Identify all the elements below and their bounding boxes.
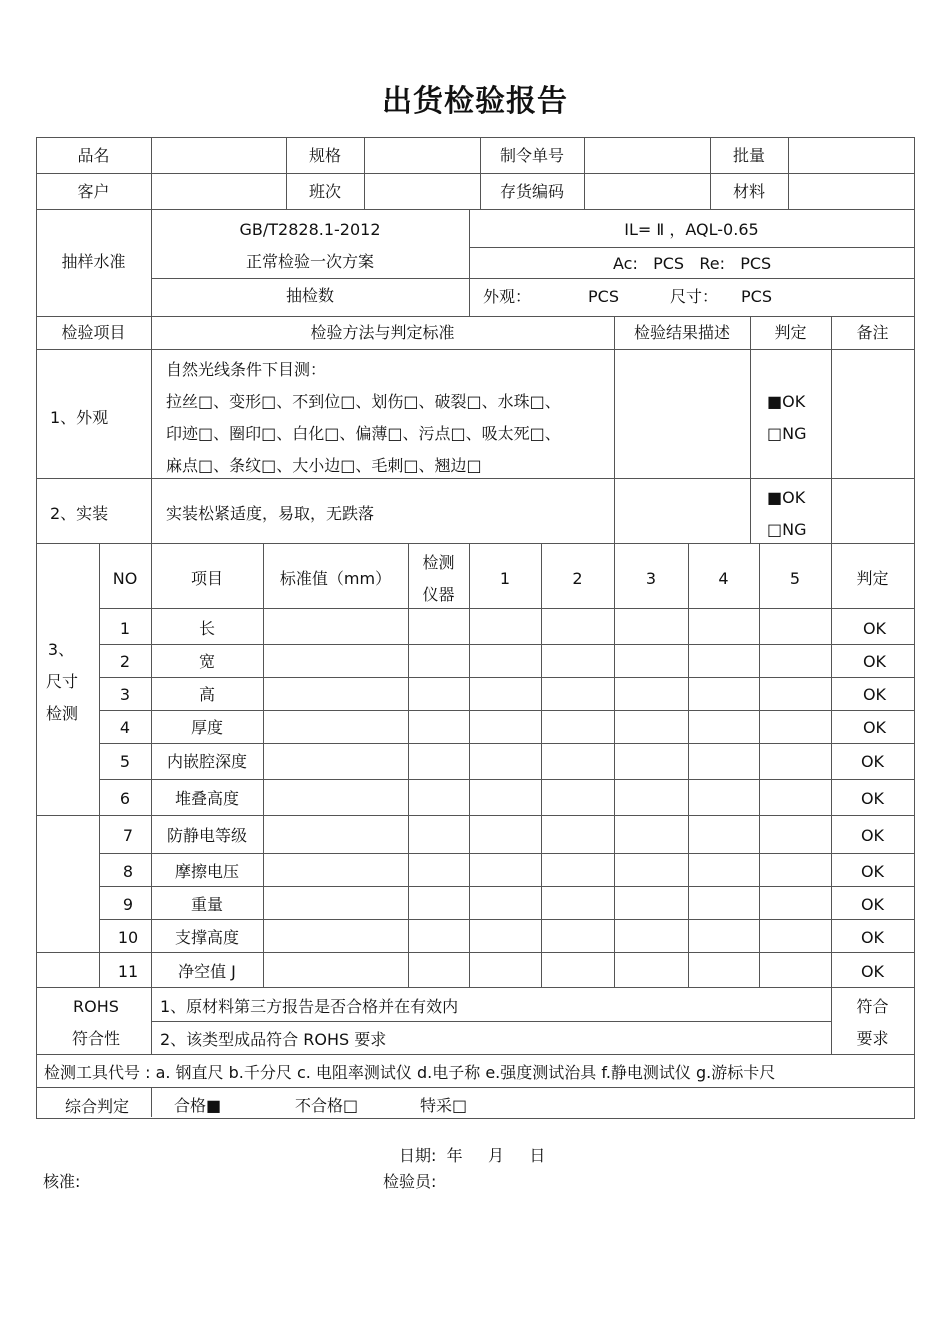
assembly-text: 实装松紧适度，易取，无跌落 [166,504,375,523]
row-8-item: 摩擦电压 [174,862,239,881]
col-instrument-header-1: 检测 [422,553,455,572]
batch-qty-label: 批量 [732,146,765,165]
date-field: 日期: 年 月 日 [399,1146,546,1165]
sample-count-label: 抽检数 [285,286,334,305]
row-2-no: 2 [119,652,131,671]
customer-label: 客户 [77,182,110,201]
row-1-result: OK [862,619,887,638]
row-11-no: 11 [117,962,139,981]
row-4-item: 厚度 [190,718,223,737]
rohs-item-1: 1、原材料第三方报告是否合格并在有效内 [160,997,459,1016]
row-1-item: 长 [198,619,215,638]
material-label: 材料 [732,182,765,201]
appearance-line-4: 麻点□、条纹□、大小边□、毛刺□、翘边□ [166,456,482,475]
rohs-item-2: 2、该类型成品符合 ROHS 要求 [160,1030,387,1049]
sampling-standard: GB/T2828.1-2012 [239,220,381,239]
assembly-ng-checkbox[interactable]: □NG [767,520,807,539]
order-no-label: 制令单号 [499,146,564,165]
appearance-ok-checkbox[interactable]: ■OK [767,392,806,411]
row-2-item: 宽 [198,652,215,671]
col-item-header: 项目 [190,569,223,588]
inspector-field: 检验员: [383,1172,437,1191]
inspection-method-header: 检验方法与判定标准 [310,323,455,342]
appearance-ng-checkbox[interactable]: □NG [767,424,807,443]
stock-code-label: 存货编码 [499,182,564,201]
col-instrument-header-2: 仪器 [422,585,455,604]
rohs-result-line-2: 要求 [856,1029,889,1048]
row-7-no: 7 [122,826,134,845]
tool-codes: 检测工具代号 : a. 钢直尺 b.千分尺 c. 电阻率测试仪 d.电子称 e.强度测试治具 f.静电测试仪 g.游标卡尺 [44,1063,776,1082]
spec-label: 规格 [308,146,341,165]
appearance-count-unit: PCS [588,287,619,306]
report-title: 出货检验报告 [382,84,568,119]
overall-special-checkbox[interactable]: 特采□ [420,1096,468,1115]
col-sample-2-header: 2 [572,569,583,588]
row-9-result: OK [860,895,885,914]
dimension-label-line-3: 检测 [45,704,78,723]
overall-fail-checkbox[interactable]: 不合格□ [295,1096,359,1115]
approver-field: 核准: [43,1172,81,1191]
row-5-item: 内嵌腔深度 [166,752,247,771]
appearance-label: 1、外观 [50,408,109,427]
row-3-item: 高 [198,685,215,704]
rohs-result-line-1: 符合 [856,997,889,1016]
row-4-result: OK [862,718,887,737]
col-sample-5-header: 5 [789,569,801,588]
row-8-no: 8 [122,862,134,881]
inspection-item-header: 检验项目 [61,323,126,342]
il-aql: IL= Ⅱ ，AQL-0.65 [624,220,759,239]
appearance-count-label: 外观： [483,287,532,306]
product-name-label: 品名 [77,146,110,165]
inspection-remark-header: 备注 [856,323,889,342]
row-1-no: 1 [119,619,131,638]
inspection-judgment-header: 判定 [774,323,807,342]
col-standard-header: 标准值（mm） [279,569,392,588]
row-6-result: OK [860,789,885,808]
row-6-item: 堆叠高度 [174,789,239,808]
appearance-line-2: 拉丝□、变形□、不到位□、划伤□、破裂□、水珠□、 [166,392,561,411]
sampling-label: 抽样水准 [61,252,126,271]
row-7-item: 防静电等级 [166,826,247,845]
inspection-result-header: 检验结果描述 [633,323,730,342]
appearance-line-1: 自然光线条件下目测： [166,360,327,379]
shift-label: 班次 [308,182,341,201]
row-2-result: OK [862,652,887,671]
overall-label: 综合判定 [64,1097,129,1116]
rohs-label-line-2: 符合性 [71,1029,120,1048]
row-3-result: OK [862,685,887,704]
row-10-result: OK [860,928,885,947]
dimension-label-line-2: 尺寸 [45,672,78,691]
assembly-ok-checkbox[interactable]: ■OK [767,488,806,507]
overall-pass-checkbox[interactable]: 合格■ [174,1096,222,1115]
appearance-line-3: 印迹□、圈印□、白化□、偏薄□、污点□、吸太死□、 [166,424,561,443]
row-11-result: OK [860,962,885,981]
dimension-label-line-1: 3、 [47,640,75,659]
col-sample-1-header: 1 [499,569,511,588]
row-6-no: 6 [119,789,131,808]
row-11-item: 净空值 J [178,962,236,981]
col-no-header: NO [112,569,138,588]
row-7-result: OK [860,826,885,845]
dimension-count-unit: PCS [741,287,772,306]
row-5-no: 5 [119,752,131,771]
col-sample-3-header: 3 [645,569,657,588]
row-10-no: 10 [117,928,139,947]
sampling-plan: 正常检验一次方案 [245,252,374,271]
col-judgment-header: 判定 [856,569,889,588]
row-4-no: 4 [119,718,131,737]
dimension-count-label: 尺寸： [670,287,719,306]
row-8-result: OK [860,862,885,881]
col-sample-4-header: 4 [718,569,729,588]
rohs-label-line-1: ROHS [73,997,119,1016]
assembly-label: 2、实装 [50,504,109,523]
row-10-item: 支撑高度 [174,928,239,947]
ac-re: Ac: PCS Re: PCS [613,254,772,273]
row-9-no: 9 [122,895,134,914]
row-5-result: OK [860,752,885,771]
row-9-item: 重量 [190,895,223,914]
row-3-no: 3 [119,685,131,704]
